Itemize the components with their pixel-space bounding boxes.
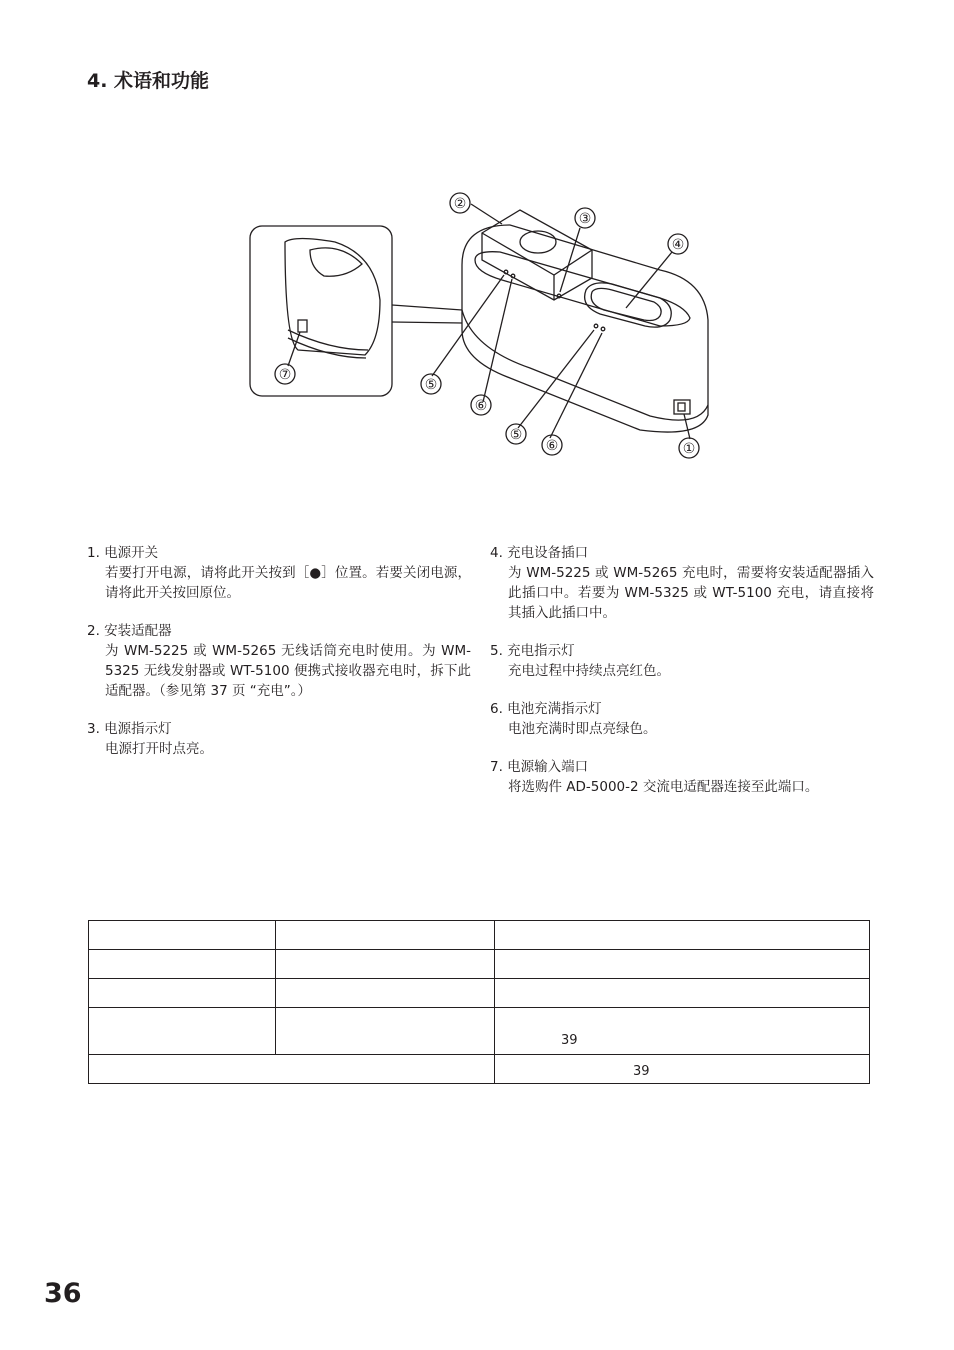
term-heading: 7. 电源输入端口 bbox=[490, 759, 589, 775]
table-cell bbox=[89, 921, 276, 950]
term-description: 电池充满时即点亮绿色。 bbox=[508, 721, 657, 737]
inset-device bbox=[285, 239, 380, 356]
spec-table bbox=[88, 920, 870, 1084]
table-cell bbox=[495, 979, 870, 1008]
term-item bbox=[87, 719, 471, 759]
term-description: 为 WM-5225 或 WM-5265 无线话筒充电时使用。为 WM-5325 无线发射器或 WT-5100 便携式接收器充电时，拆下此适配器。（参见第 37 页 “充电”。） bbox=[105, 643, 471, 699]
inset-frame bbox=[250, 226, 392, 396]
callout-6a: ⑥ bbox=[474, 398, 488, 414]
term-heading: 3. 电源指示灯 bbox=[87, 721, 172, 737]
table-row bbox=[89, 950, 870, 979]
term-description: 若要打开电源，请将此开关按到［●］位置。若要关闭电源，请将此开关按回原位。 bbox=[105, 565, 471, 601]
term-heading: 1. 电源开关 bbox=[87, 545, 159, 561]
term-item bbox=[490, 757, 874, 797]
callout-7: ⑦ bbox=[278, 367, 292, 383]
power-input-port bbox=[298, 320, 307, 332]
table-cell bbox=[495, 921, 870, 950]
callout-5a: ⑤ bbox=[424, 377, 438, 393]
terms-column-right bbox=[490, 543, 874, 815]
page-number: 36 bbox=[44, 1278, 82, 1309]
charger-diagram bbox=[240, 180, 720, 470]
callout-1: ① bbox=[682, 441, 696, 457]
table-cell bbox=[89, 1055, 495, 1084]
terms-column-left bbox=[87, 543, 471, 777]
table-cell bbox=[276, 921, 495, 950]
term-description: 为 WM-5225 或 WM-5265 充电时，需要将安装适配器插入此插口中。若要为 WM-5325 或 WT-5100 充电，请直接将其插入此插口中。 bbox=[508, 565, 874, 621]
term-item bbox=[87, 621, 471, 701]
callout-2: ② bbox=[453, 196, 467, 212]
table-cell bbox=[276, 1008, 495, 1055]
table-row bbox=[89, 921, 870, 950]
callout-6b: ⑥ bbox=[545, 438, 559, 454]
term-description: 充电过程中持续点亮红色。 bbox=[508, 663, 670, 679]
term-item bbox=[490, 699, 874, 739]
table-cell bbox=[495, 950, 870, 979]
page-reference: 39 bbox=[495, 1055, 870, 1084]
term-heading: 4. 充电设备插口 bbox=[490, 545, 589, 561]
callout-3: ③ bbox=[578, 211, 592, 227]
charger-base bbox=[462, 225, 708, 432]
table-row bbox=[89, 1008, 870, 1055]
power-switch bbox=[674, 400, 690, 414]
term-item bbox=[490, 641, 874, 681]
table-cell bbox=[89, 950, 276, 979]
term-item bbox=[490, 543, 874, 623]
table-cell bbox=[276, 950, 495, 979]
term-description: 将选购件 AD-5000-2 交流电适配器连接至此端口。 bbox=[508, 779, 819, 795]
section-title: 4. 术语和功能 bbox=[87, 70, 210, 92]
callout-4: ④ bbox=[671, 237, 685, 253]
term-item bbox=[87, 543, 471, 603]
page-reference: 39 bbox=[495, 1008, 870, 1055]
table-cell bbox=[89, 1008, 276, 1055]
table-row bbox=[89, 1055, 870, 1084]
term-description: 电源打开时点亮。 bbox=[105, 741, 213, 757]
term-heading: 5. 充电指示灯 bbox=[490, 643, 575, 659]
term-heading: 2. 安装适配器 bbox=[87, 623, 172, 639]
adapter bbox=[482, 210, 592, 300]
table-row bbox=[89, 979, 870, 1008]
table-cell bbox=[89, 979, 276, 1008]
term-heading: 6. 电池充满指示灯 bbox=[490, 701, 602, 717]
table-cell bbox=[276, 979, 495, 1008]
callout-5b: ⑤ bbox=[509, 427, 523, 443]
